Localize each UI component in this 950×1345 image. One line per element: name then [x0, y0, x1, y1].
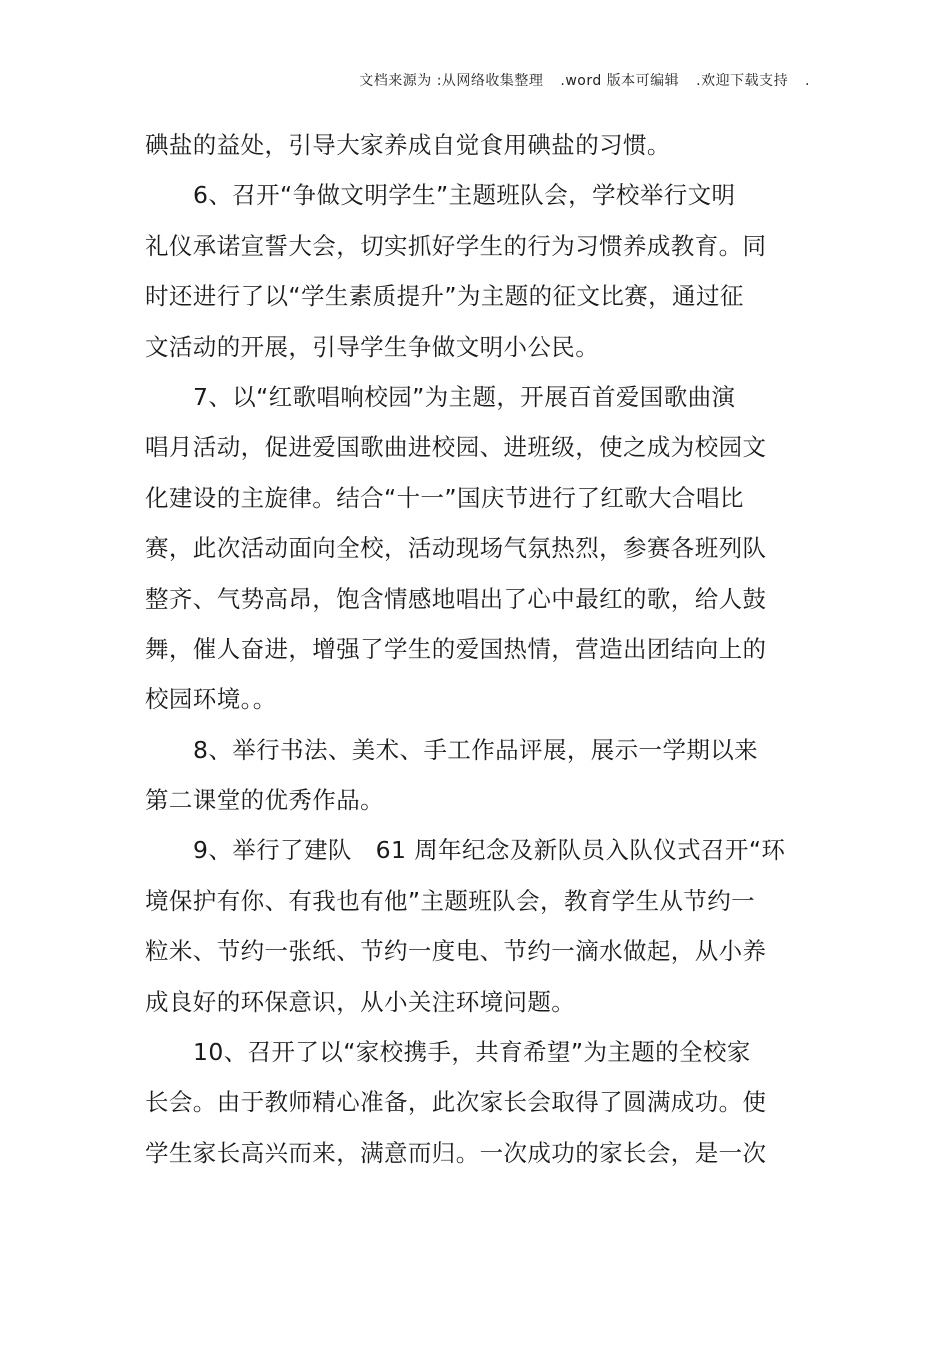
text-line: 整齐、气势高昂，饱含情感地唱出了心中最红的歌，给人鼓: [145, 584, 767, 613]
text-line: 10、召开了以“家校携手，共育希望”为主题的全校家: [193, 1038, 751, 1067]
text-line: 长会。由于教师精心准备，此次家长会取得了圆满成功。使: [145, 1088, 767, 1117]
body-text: [145, 120, 786, 1178]
text-line: 粒米、节约一张纸、节约一度电、节约一滴水做起，从小养: [145, 937, 767, 966]
text-line: 唱月活动，促进爱国歌曲进校园、进班级，使之成为校园文: [145, 433, 767, 462]
header-trailing-dot: .: [805, 73, 810, 89]
text-line: 礼仪承诺宣誓大会，切实抓好学生的行为习惯养成教育。同: [145, 231, 767, 260]
text-line: 化建设的主旋律。结合“十一”国庆节进行了红歌大合唱比: [145, 483, 744, 512]
text-line: 学生家长高兴而来，满意而归。一次成功的家长会，是一次: [145, 1138, 767, 1167]
text-line: 碘盐的益处，引导大家养成自觉食用碘盐的习惯。: [145, 131, 671, 159]
text-line: 时还进行了以“学生素质提升”为主题的征文比赛，通过征: [145, 282, 744, 311]
text-line: 校园环境。。: [145, 685, 277, 714]
text-line: 成良好的环保意识，从小关注环境问题。: [145, 987, 576, 1016]
text-line: 8、举行书法、美术、手工作品评展，展示一学期以来: [193, 735, 759, 764]
text-line: 舞，催人奋进，增强了学生的爱国热情，营造出团结向上的: [145, 634, 767, 663]
header-editable-text: .word 版本可编辑: [560, 73, 680, 89]
text-line: 赛，此次活动面向全校，活动现场气氛热烈，参赛各班列队: [145, 534, 767, 563]
page-header: [0, 70, 810, 90]
text-line: 7、以“红歌唱响校园”为主题，开展百首爱国歌曲演: [193, 382, 736, 411]
text-line: 6、召开“争做文明学生”主题班队会，学校举行文明: [193, 181, 736, 210]
text-line: 9、举行了建队 61 周年纪念及新队员入队仪式召开“环: [193, 836, 786, 865]
text-line: 文活动的开展，引导学生争做文明小公民。: [145, 332, 600, 361]
header-source-text: 文档来源为 :从网络收集整理: [359, 73, 544, 89]
header-welcome-text: .欢迎下载支持: [696, 73, 789, 89]
text-line: 第二课堂的优秀作品。: [145, 786, 384, 815]
text-line: 境保护有你、有我也有他”主题班队会，教育学生从节约一: [145, 886, 756, 915]
